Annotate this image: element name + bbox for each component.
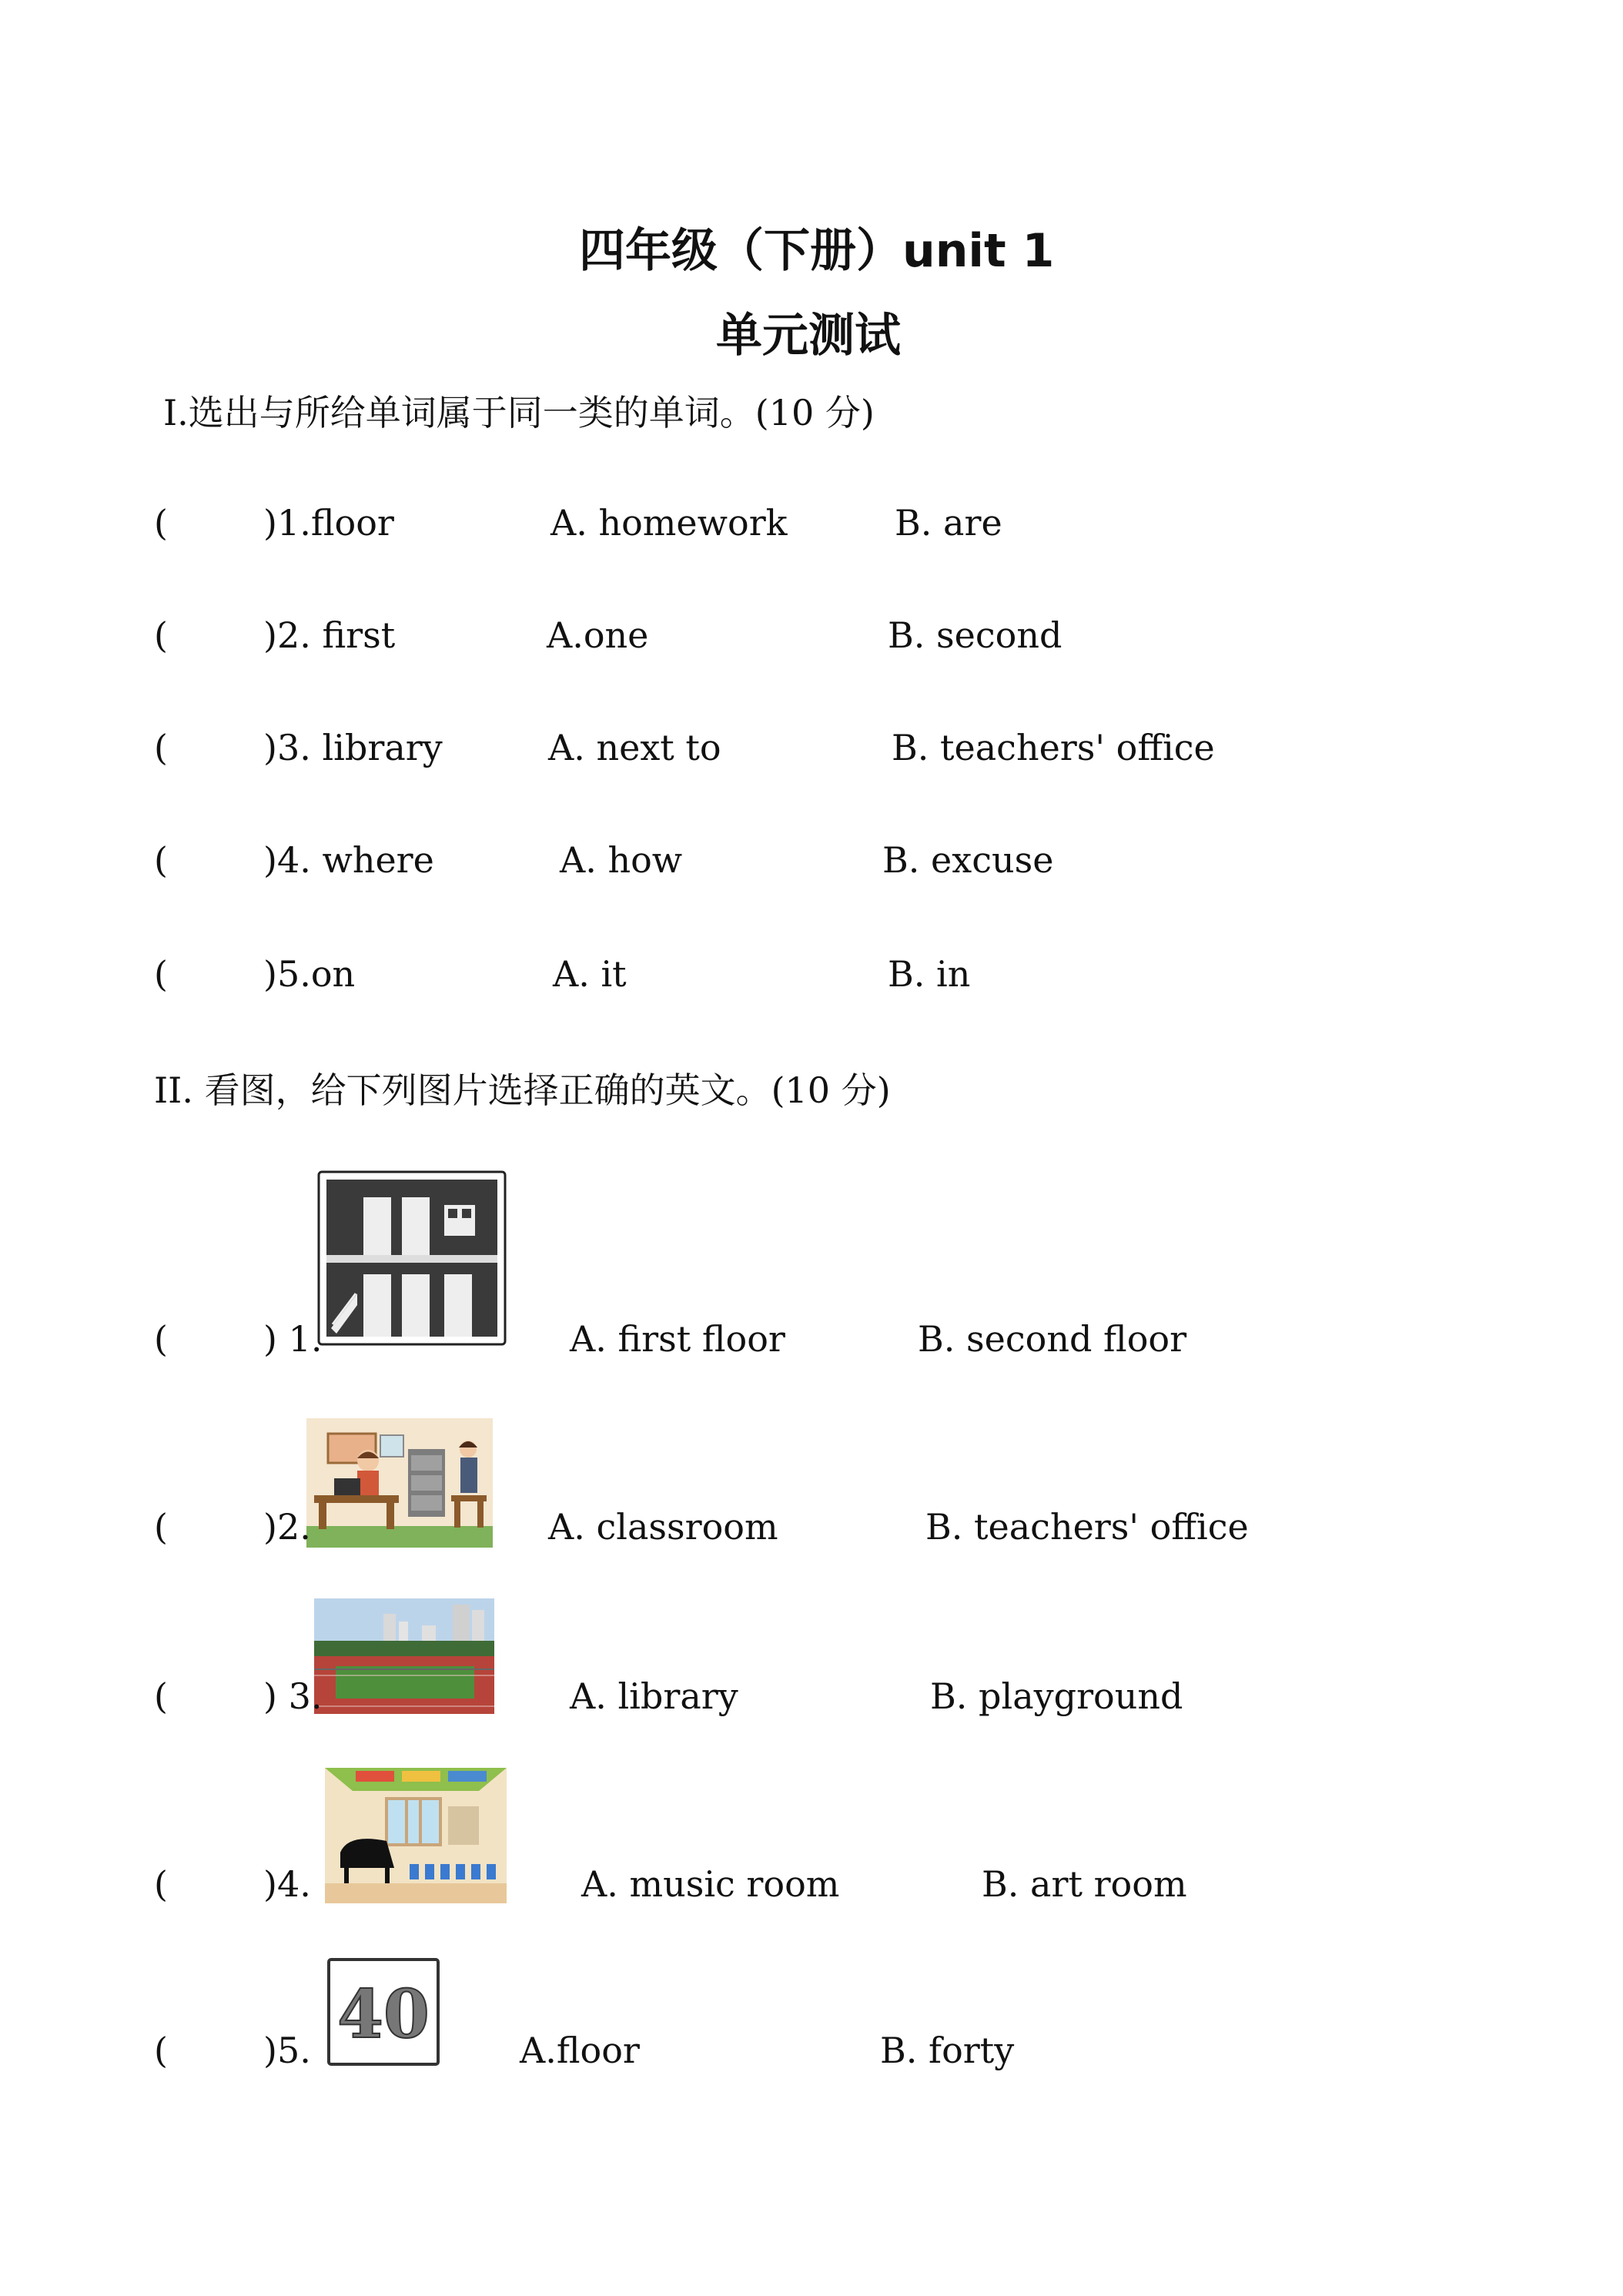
answer-paren[interactable]: ( — [154, 1318, 168, 1360]
option-a[interactable]: A. first floor — [570, 1318, 785, 1360]
option-b[interactable]: B. teachers' office — [925, 1506, 1249, 1548]
option-a[interactable]: A. classroom — [548, 1506, 778, 1548]
number-40-text: 40 — [337, 1976, 430, 2053]
answer-paren[interactable]: ( — [154, 1675, 168, 1717]
option-b[interactable]: B. in — [888, 953, 971, 995]
option-b[interactable]: B. excuse — [882, 839, 1054, 881]
option-b[interactable]: B. teachers' office — [892, 727, 1215, 768]
playground-picture — [314, 1598, 494, 1714]
option-a[interactable]: A. next to — [548, 727, 721, 768]
question-word: )5.on — [263, 953, 356, 995]
option-b[interactable]: B. art room — [982, 1863, 1187, 1905]
option-a[interactable]: A.floor — [520, 2030, 640, 2071]
question-number: )4. — [263, 1863, 311, 1905]
answer-paren[interactable]: ( — [154, 1863, 168, 1905]
option-b[interactable]: B. are — [895, 502, 1002, 544]
option-b[interactable]: B. second — [888, 614, 1062, 656]
answer-paren[interactable]: ( — [154, 502, 168, 544]
page-title: 四年级（下册）unit 1 — [579, 224, 1055, 278]
building-floors-picture — [317, 1170, 507, 1346]
number-40-picture — [326, 1957, 440, 2067]
teachers-office-picture — [306, 1418, 493, 1548]
music-room-picture — [325, 1768, 507, 1903]
question-number: ) 3. — [263, 1675, 323, 1717]
answer-paren[interactable]: ( — [154, 614, 168, 656]
question-word: )4. where — [263, 839, 434, 881]
option-a[interactable]: A. it — [553, 953, 627, 995]
page-subtitle: 单元测试 — [716, 309, 901, 363]
option-a[interactable]: A. how — [560, 839, 683, 881]
answer-paren[interactable]: ( — [154, 839, 168, 881]
option-a[interactable]: A. homework — [550, 502, 788, 544]
answer-paren[interactable]: ( — [154, 2030, 168, 2071]
question-number: )5. — [263, 2030, 311, 2071]
option-b[interactable]: B. second floor — [918, 1318, 1187, 1360]
option-a[interactable]: A. music room — [581, 1863, 840, 1905]
option-b[interactable]: B. forty — [880, 2030, 1015, 2071]
question-word: )3. library — [263, 727, 443, 768]
question-number: )2. — [263, 1506, 311, 1548]
question-word: )2. first — [263, 614, 396, 656]
option-b[interactable]: B. playground — [930, 1675, 1183, 1717]
option-a[interactable]: A. library — [570, 1675, 738, 1717]
answer-paren[interactable]: ( — [154, 1506, 168, 1548]
question-number: ) 1. — [263, 1318, 323, 1360]
option-a[interactable]: A.one — [547, 614, 649, 656]
section2-heading: II. 看图，给下列图片选择正确的英文。(10 分) — [154, 1069, 891, 1111]
answer-paren[interactable]: ( — [154, 953, 168, 995]
answer-paren[interactable]: ( — [154, 727, 168, 768]
question-word: )1.floor — [263, 502, 394, 544]
section1-heading: Ⅰ.选出与所给单词属于同一类的单词。(10 分) — [163, 392, 875, 433]
